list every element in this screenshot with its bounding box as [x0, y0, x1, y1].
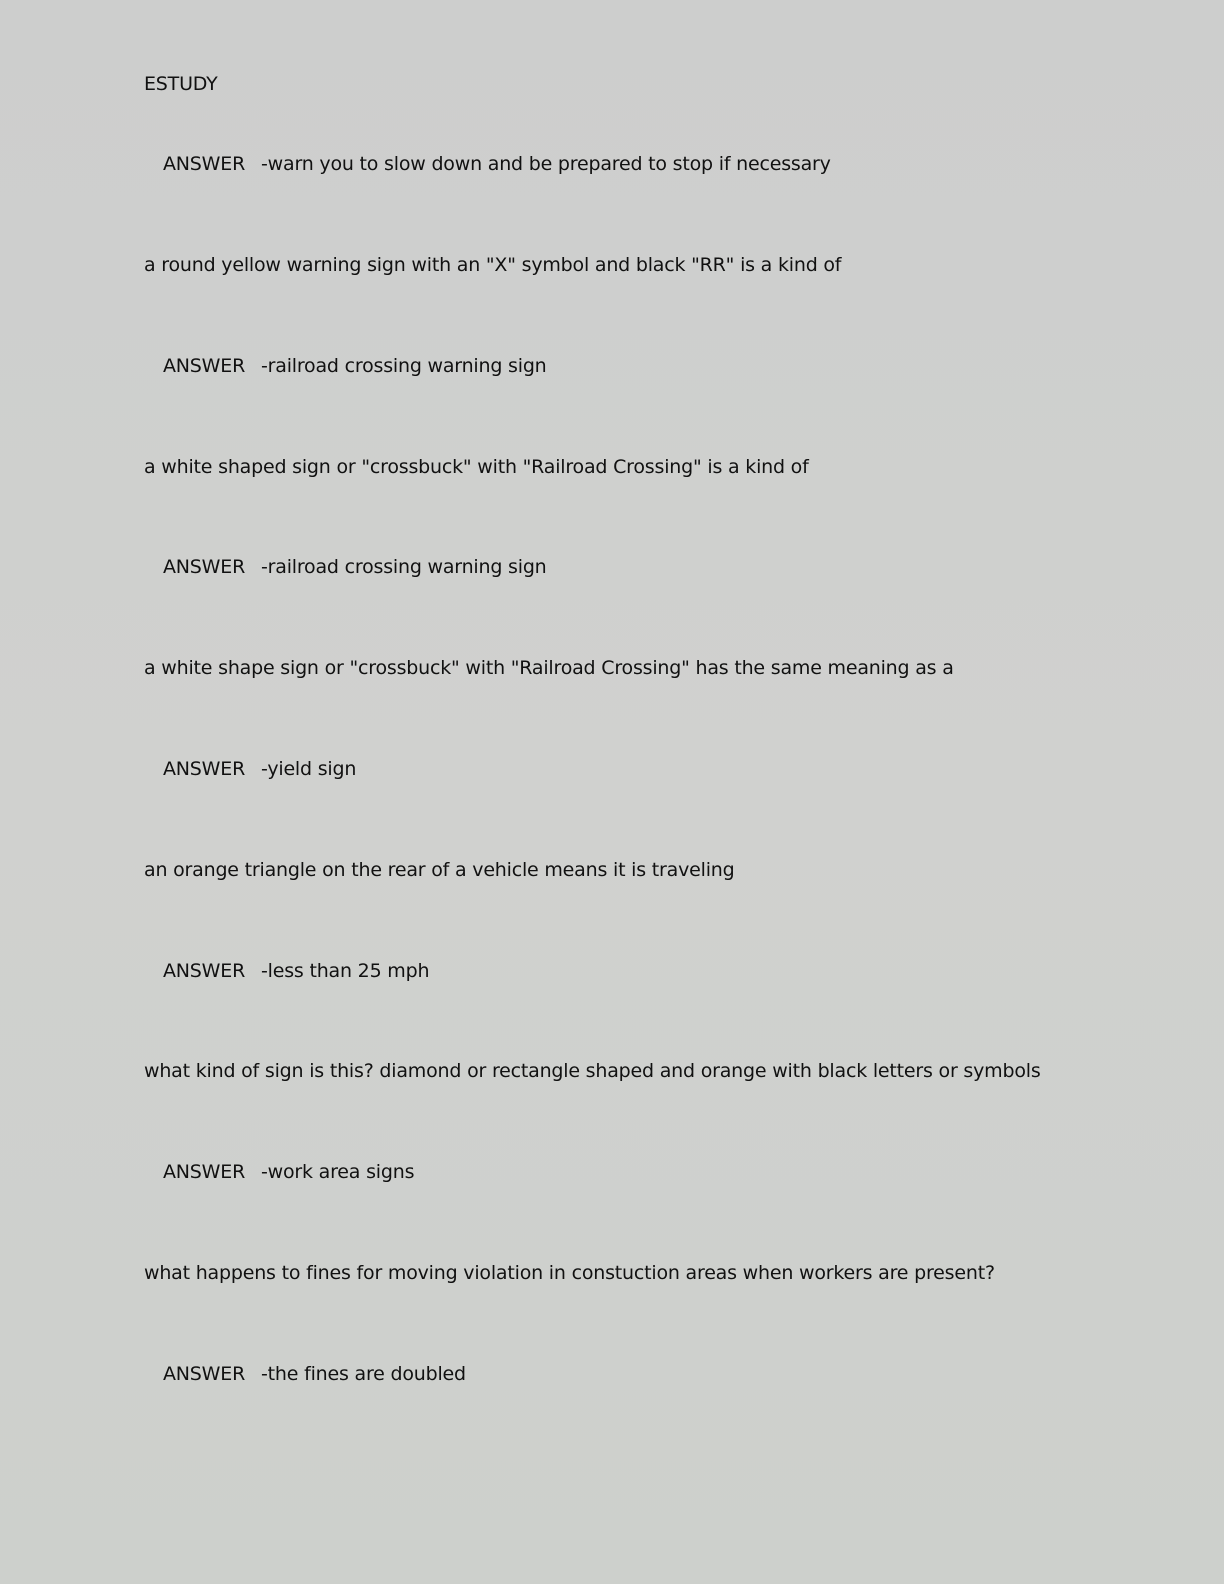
question-line: a round yellow warning sign with an "X" symbol and black "RR" is a kind of [144, 254, 842, 276]
answer-label: ANSWER [163, 1161, 246, 1183]
answer-text: -yield sign [261, 758, 357, 780]
answer-label: ANSWER [163, 758, 246, 780]
answer-line [163, 1362, 466, 1386]
answer-label: ANSWER [163, 153, 246, 175]
answer-text: -railroad crossing warning sign [261, 556, 547, 578]
answer-line [163, 555, 547, 579]
answer-label: ANSWER [163, 556, 246, 578]
answer-text: -railroad crossing warning sign [261, 355, 547, 377]
question-line: what happens to fines for moving violation in constuction areas when workers are present? [144, 1262, 995, 1284]
question-line: what kind of sign is this? diamond or rectangle shaped and orange with black letters or symbols [144, 1060, 1041, 1082]
answer-label: ANSWER [163, 960, 246, 982]
answer-line [163, 152, 831, 176]
answer-label: ANSWER [163, 1363, 246, 1385]
question-line: a white shaped sign or "crossbuck" with "Railroad Crossing" is a kind of [144, 456, 809, 478]
answer-line [163, 959, 429, 983]
answer-line [163, 354, 547, 378]
document-title: ESTUDY [144, 73, 218, 95]
answer-text: -the fines are doubled [261, 1363, 466, 1385]
answer-line [163, 1160, 414, 1184]
answer-label: ANSWER [163, 355, 246, 377]
question-line: a white shape sign or "crossbuck" with "Railroad Crossing" has the same meaning as a [144, 657, 954, 679]
answer-text: -less than 25 mph [261, 960, 430, 982]
answer-line [163, 757, 356, 781]
question-line: an orange triangle on the rear of a vehicle means it is traveling [144, 859, 735, 881]
answer-text: -work area signs [261, 1161, 415, 1183]
answer-text: -warn you to slow down and be prepared to stop if necessary [261, 153, 831, 175]
